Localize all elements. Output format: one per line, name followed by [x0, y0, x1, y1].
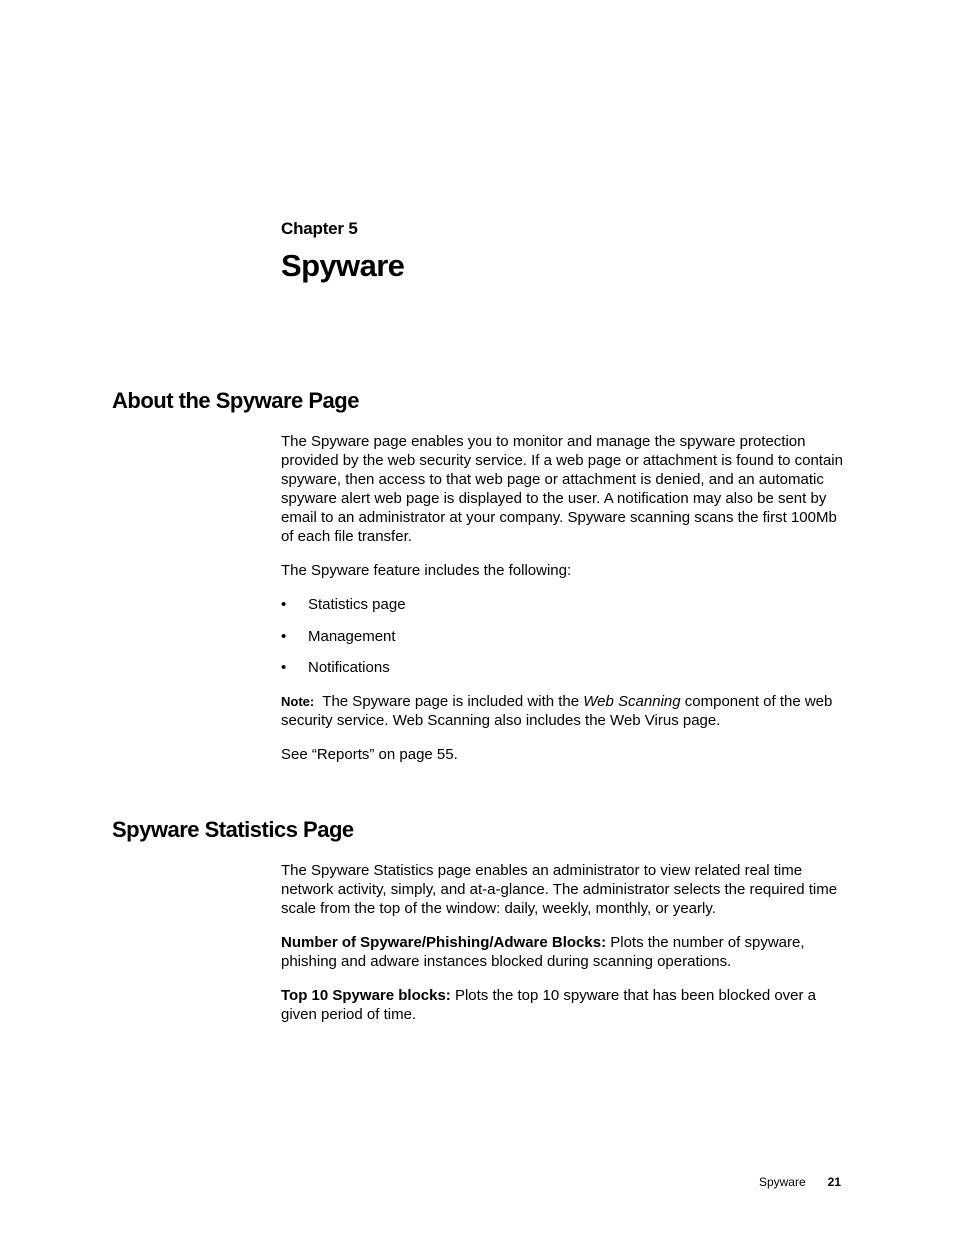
- note-text-after: component of the web security service. Web Scanning also includes the Web Virus page.: [281, 693, 833, 729]
- list-item-label: Management: [308, 628, 396, 645]
- bullet-icon: •: [281, 628, 287, 645]
- section-heading-statistics: Spyware Statistics Page: [112, 817, 354, 842]
- term-label: Number of Spyware/Phishing/Adware Blocks:: [281, 934, 607, 951]
- chapter-label: Chapter 5: [281, 219, 358, 238]
- page-footer: [759, 1174, 841, 1190]
- see-also-reference: See “Reports” on page 55.: [281, 746, 458, 763]
- feature-list: [281, 595, 846, 677]
- about-paragraph-features: The Spyware feature includes the following:: [281, 562, 572, 579]
- term-description: Plots the number of spyware, phishing and adware instances blocked during scanning operations.: [281, 934, 805, 970]
- list-item: [281, 595, 846, 614]
- list-item-label: Notifications: [308, 659, 390, 676]
- footer-section-name: Spyware: [758, 1175, 806, 1189]
- note-paragraph: [281, 692, 846, 730]
- chapter-title: Spyware: [281, 248, 405, 283]
- section-heading-about: About the Spyware Page: [112, 388, 359, 413]
- statistics-section-body: [281, 861, 846, 1024]
- note-text-before: The Spyware page is included with the: [322, 693, 580, 710]
- about-paragraph-intro: The Spyware page enables you to monitor and manage the spyware protection provided by the web security service. If a web page or attachment is found to contain spyware, then access to that web page or attachment is denied, and an automatic spyware alert web page is displayed to the user. A notification may also be sent by email to an administrator at your company. Spyware scanning scans the first 100Mb of each file transfer.: [281, 433, 843, 545]
- note-label: Note:: [281, 694, 315, 709]
- term-description: Plots the top 10 spyware that has been blocked over a given period of time.: [281, 987, 817, 1023]
- term-label: Top 10 Spyware blocks:: [281, 987, 451, 1004]
- list-item: [281, 658, 846, 677]
- about-section-body: [281, 432, 846, 764]
- bullet-icon: •: [281, 659, 287, 676]
- statistics-paragraph-intro: The Spyware Statistics page enables an administrator to view related real time network activity, simply, and at-a-glance. The administrator selects the required time scale from the top of the window: daily, weekly, monthly, or yearly.: [281, 862, 838, 917]
- page-number: 21: [827, 1175, 841, 1189]
- list-item-label: Statistics page: [308, 596, 406, 613]
- note-emphasis: Web Scanning: [583, 693, 681, 710]
- list-item: [281, 627, 846, 646]
- statistics-item-blocks: [281, 933, 846, 971]
- bullet-icon: •: [281, 596, 287, 613]
- statistics-item-top10: [281, 986, 846, 1024]
